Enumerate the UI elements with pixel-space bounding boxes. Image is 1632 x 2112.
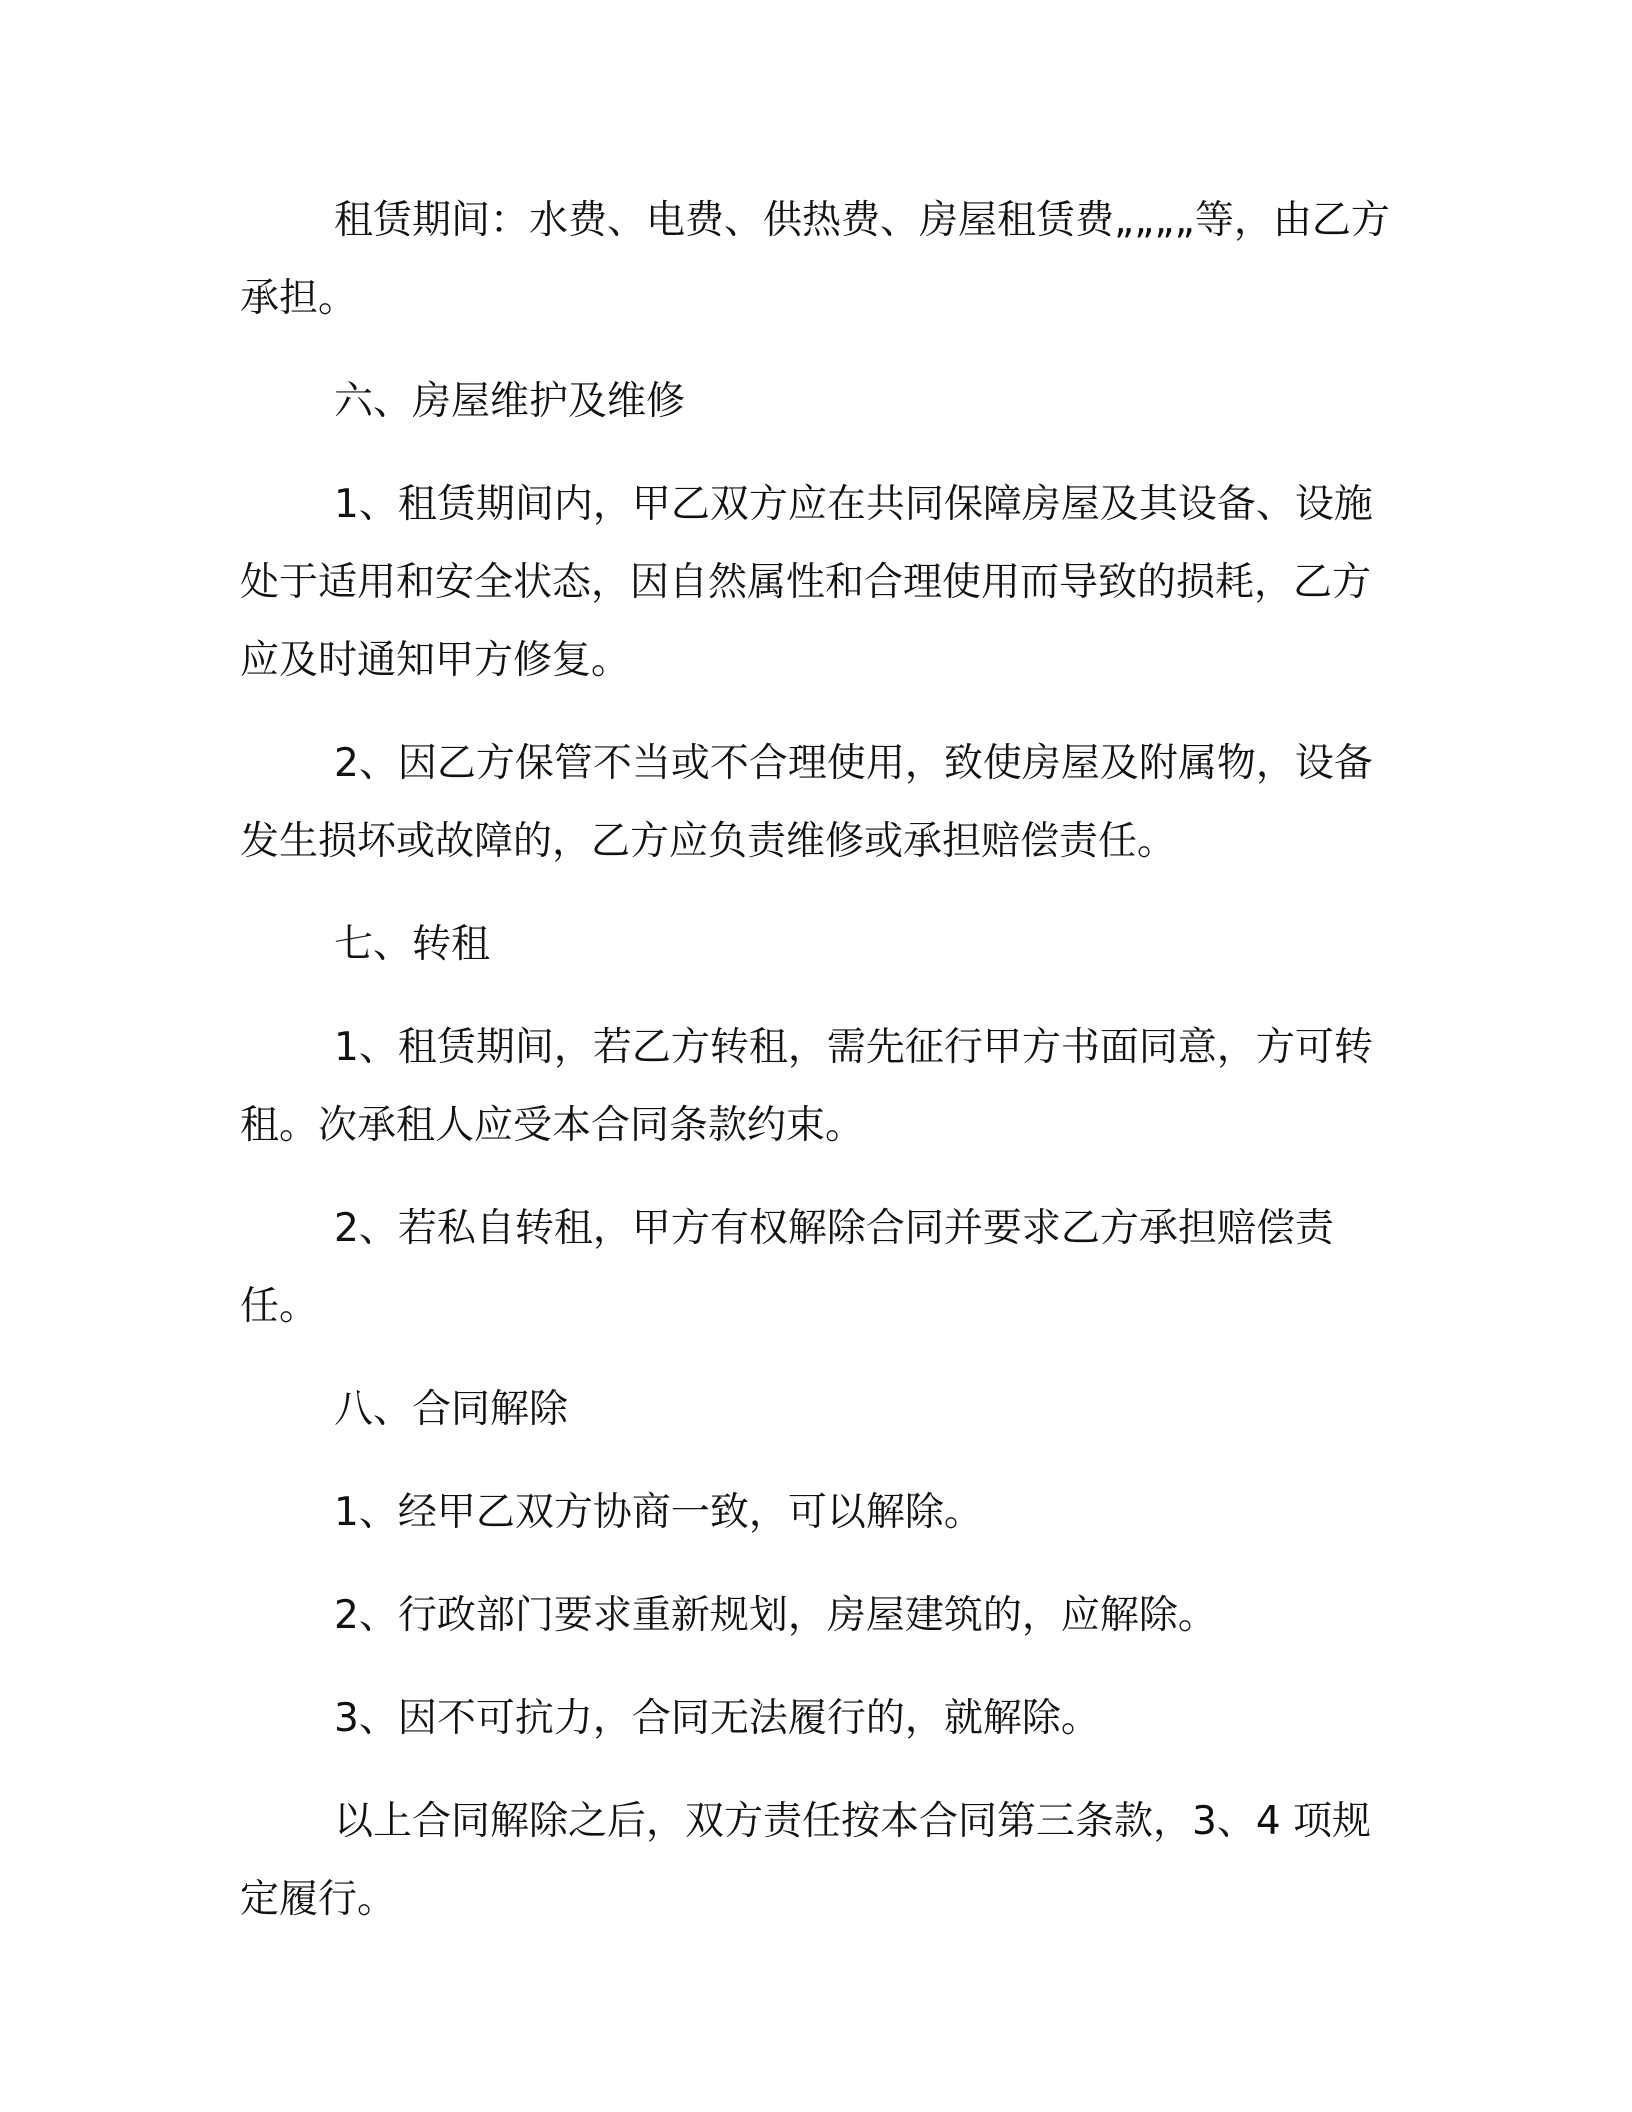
paragraph-utilities-fees: 租赁期间：水费、电费、供热费、房屋租赁费„„„„等，由乙方承担。 <box>240 198 1390 321</box>
paragraph-termination-2: 2、行政部门要求重新规划，房屋建筑的，应解除。 <box>334 1593 1217 1638</box>
paragraph-termination-1: 1、经甲乙双方协商一致，可以解除。 <box>334 1490 983 1535</box>
paragraph-sublease-1: 1、租赁期间，若乙方转租，需先征行甲方书面同意，方可转租。次承租人应受本合同条款约束。 <box>240 1025 1373 1148</box>
paragraph-termination-after: 以上合同解除之后，双方责任按本合同第三条款，3、4 项规定履行。 <box>240 1799 1372 1922</box>
document-body <box>240 182 1390 1964</box>
paragraph-maintenance-1: 1、租赁期间内，甲乙双方应在共同保障房屋及其设备、设施处于适用和安全状态，因自然属性和合理使用而导致的损耗，乙方应及时通知甲方修复。 <box>240 482 1373 683</box>
section-heading-sublease: 七、转租 <box>334 922 491 967</box>
paragraph-termination-3: 3、因不可抗力，合同无法履行的，就解除。 <box>334 1696 1100 1741</box>
section-heading-termination: 八、合同解除 <box>334 1387 569 1432</box>
section-heading-maintenance: 六、房屋维护及维修 <box>334 379 686 424</box>
paragraph-maintenance-2: 2、因乙方保管不当或不合理使用，致使房屋及附属物，设备发生损坏或故障的，乙方应负责维修或承担赔偿责任。 <box>240 741 1373 864</box>
paragraph-sublease-2: 2、若私自转租，甲方有权解除合同并要求乙方承担赔偿责任。 <box>240 1206 1334 1329</box>
